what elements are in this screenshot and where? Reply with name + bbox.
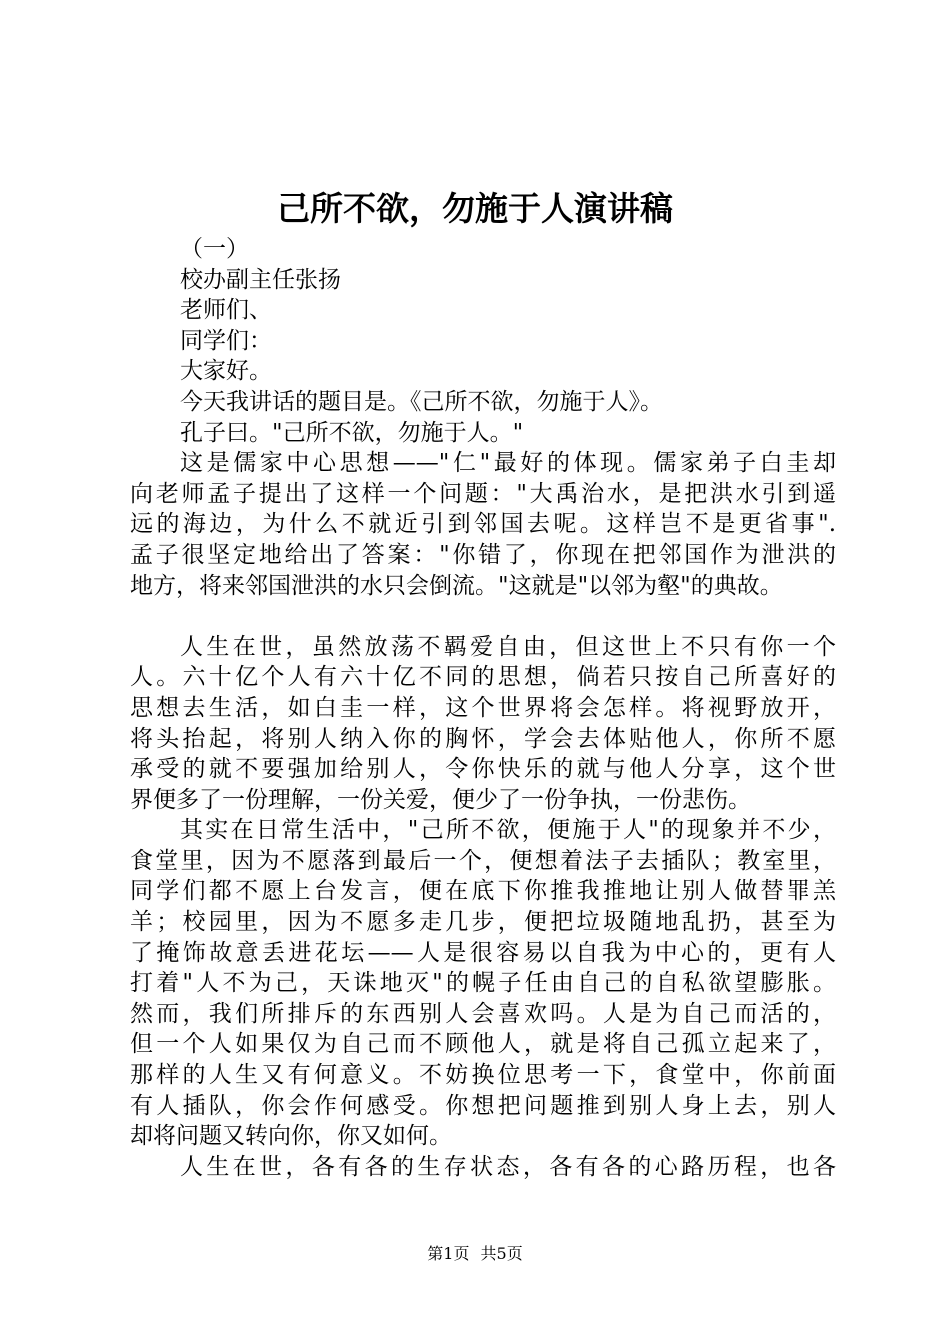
- paragraph-line: 但一个人如果仅为自己而不顾他人，就是将自己孤立起来了，: [130, 1031, 836, 1058]
- salutation-students: 同学们：: [180, 327, 272, 354]
- paragraph-line: 了掩饰故意丢进花坛——人是很容易以自我为中心的，更有人: [130, 939, 836, 966]
- paragraph-line: 这是儒家中心思想——"仁"最好的体现。儒家弟子白圭却: [180, 450, 836, 477]
- paragraph-line: 有人插队，你会作何感受。你想把问题推到别人身上去，别人: [130, 1092, 836, 1119]
- page-total: 共5页: [480, 1244, 523, 1263]
- paragraph-line: 远的海边，为什么不就近引到邻国去呢。这样岂不是更省事".: [130, 511, 836, 538]
- paragraph-line: 界便多了一份理解，一份关爱，便少了一份争执，一份悲伤。: [130, 786, 751, 813]
- paragraph-line: 同学们都不愿上台发言，便在底下你推我推地让别人做替罪羔: [130, 878, 836, 905]
- paragraph-line: 人生在世，虽然放荡不羁爱自由，但这世上不只有你一个: [180, 633, 836, 660]
- paragraph-gap: [130, 601, 836, 632]
- paragraph-line: 承受的就不要强加给别人，令你快乐的就与他人分享，这个世: [130, 756, 836, 783]
- greeting-line: 大家好。: [180, 358, 272, 385]
- quote-line: 孔子曰。"己所不欲，勿施于人。": [180, 419, 524, 446]
- paragraph-line: 将头抬起，将别人纳入你的胸怀，学会去体贴他人，你所不愿: [130, 725, 836, 752]
- paragraph-line: 打着"人不为己，天诛地灭"的幌子任由自己的自私欲望膨胀。: [130, 970, 836, 997]
- paragraph-line: 人生在世，各有各的生存状态，各有各的心路历程，也各: [180, 1153, 836, 1180]
- paragraph-line: 那样的人生又有何意义。不妨换位思考一下，食堂中，你前面: [130, 1062, 836, 1089]
- document-body: [130, 234, 836, 1182]
- paragraph-line: 羊；校园里，因为不愿多走几步，便把垃圾随地乱扔，甚至为: [130, 909, 836, 936]
- topic-line: 今天我讲话的题目是。《己所不欲，勿施于人》。: [180, 388, 663, 415]
- paragraph-line: 却将问题又转向你，你又如何。: [130, 1123, 452, 1150]
- paragraph-line: 孟子很坚定地给出了答案："你错了，你现在把邻国作为泄洪的: [130, 541, 836, 568]
- paragraph-line: 思想去生活，如白圭一样，这个世界将会怎样。将视野放开，: [130, 694, 836, 721]
- document-title: 己所不欲，勿施于人演讲稿: [277, 189, 673, 228]
- page-footer: [0, 1242, 950, 1266]
- paragraph-line: 地方，将来邻国泄洪的水只会倒流。"这就是"以邻为壑"的典故。: [130, 572, 783, 599]
- speaker-line: 校办副主任张扬: [180, 266, 341, 293]
- salutation-teachers: 老师们、: [180, 297, 272, 324]
- paragraph-line: 人。六十亿个人有六十亿不同的思想，倘若只按自己所喜好的: [130, 664, 836, 691]
- paragraph-line: 向老师孟子提出了这样一个问题："大禹治水，是把洪水引到遥: [130, 480, 836, 507]
- paragraph-line: 其实在日常生活中，"己所不欲，便施于人"的现象并不少，: [180, 817, 836, 844]
- section-number: （一）: [180, 236, 249, 262]
- paragraph-line: 食堂里，因为不愿落到最后一个，便想着法子去插队；教室里，: [130, 847, 836, 874]
- paragraph-line: 然而，我们所排斥的东西别人会喜欢吗。人是为自己而活的，: [130, 1000, 836, 1027]
- page-number: 第1页: [427, 1244, 470, 1263]
